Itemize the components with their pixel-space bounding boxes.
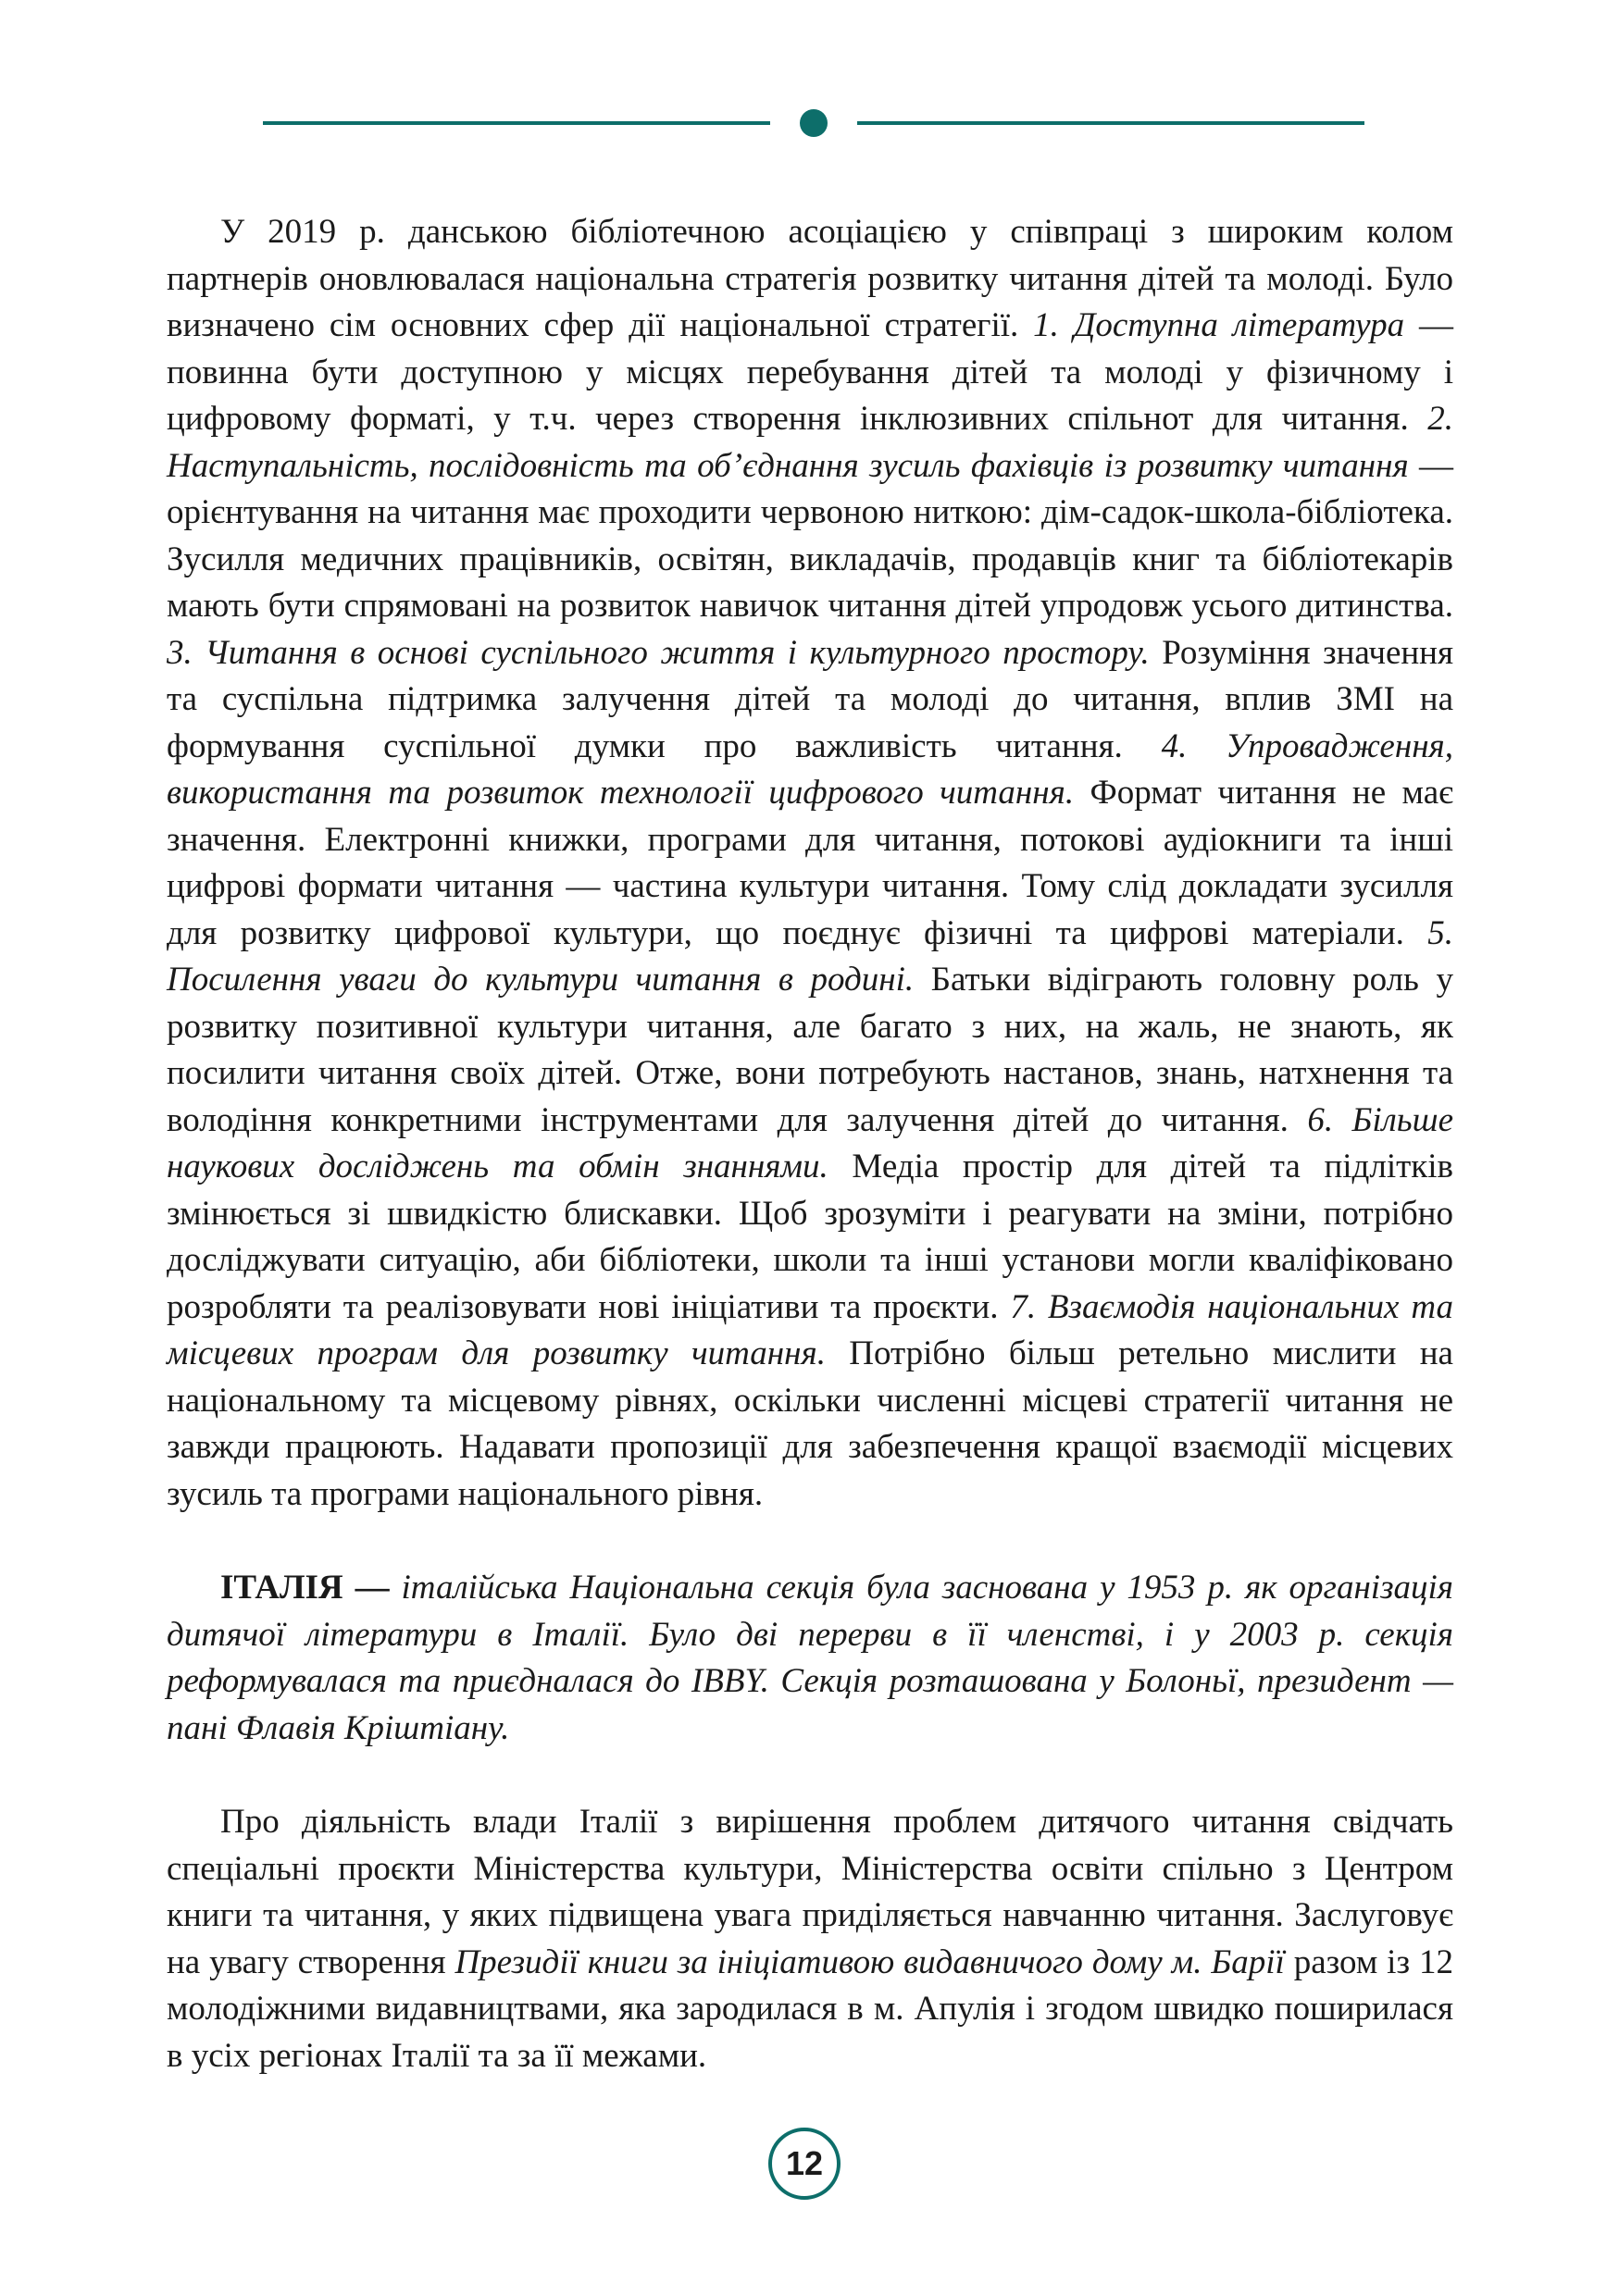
p1-italic-3: 3. Читання в основі суспільного життя і культурного простору. <box>167 633 1150 672</box>
p1-text-2: — повинна бути доступною у місцях перебування дітей та молоді у фізичному і цифровому форматі, у т.ч. через створення інклюзивних спільнот для читання. <box>167 306 1453 438</box>
p1-text-3: — орієнтування на читання має проходити червоною ниткою: дім-садок-школа-бібліотека. Зусилля медичних працівників, освітян, викладачів, продавців книг та бібліотекарів мають бути спрямовані на розвиток навичок читання дітей упродовж усього дитинства. <box>167 446 1454 625</box>
paragraph-italy-activities <box>167 1799 1453 2079</box>
p1-italic-5: 5. Посилення уваги до культури читання в родині. <box>167 913 1453 999</box>
p1-italic-7: 7. Взаємодія національних та місцевих програм для розвитку читання. <box>167 1287 1453 1372</box>
ornament-line-left <box>263 121 770 125</box>
p1-text-1: У 2019 р. данською бібліотечною асоціацією у співпраці з широким колом партнерів оновлювалася національна стратегія розвитку читання дітей та молоді. Було визначено сім основних сфер дії національної стратегії. <box>167 213 1453 344</box>
p3-italic-1: Президії книги за ініціативою видавничого дому м. Барії <box>455 1942 1285 1981</box>
p1-text-5: Формат читання не має значення. Електронні книжки, програми для читання, потокові аудіокниги та інші цифрові формати читання — частина культури читання. Тому слід докладати зусилля для розвитку цифрової культури, що поєднує фізичні та цифрові матеріали. <box>167 774 1453 952</box>
page-number: 12 <box>768 2128 841 2200</box>
p1-text-6: Батьки відіграють головну роль у розвитку позитивної культури читання, але багато з них, на жаль, не знають, як посилити читання своїх дітей. Отже, вони потребують настанов, знань, натхнення та володіння конкретними інструментами для залучення дітей до читання. <box>167 961 1453 1139</box>
paragraph-denmark-strategy <box>167 209 1453 1518</box>
italy-heading: ІТАЛІЯ — <box>220 1569 390 1607</box>
p1-italic-2: 2. Наступальність, послідовність та об’єднання зусиль фахівців із розвитку читання <box>167 400 1453 485</box>
p1-text-8: Потрібно більш ретельно мислити на національному та місцевому рівнях, оскільки численні місцеві стратегії читання не завжди працюють. Надавати пропозиції для забезпечення кращої взаємодії місцевих зусиль та програми національного рівня. <box>167 1334 1453 1513</box>
p1-text-7: Медіа простір для дітей та підлітків змінюється зі швидкістю блискавки. Щоб зрозуміти і реагувати на зміни, потрібно досліджувати ситуацію, аби бібліотеки, школи та інші установи могли кваліфіковано розробляти та реалізовувати нові ініціативи та проєкти. <box>167 1148 1453 1326</box>
p1-italic-6: 6. Більше наукових досліджень та обмін знаннями. <box>167 1100 1453 1185</box>
p1-italic-1: 1. Доступна література <box>1033 306 1405 344</box>
paragraph-italy-section <box>167 1565 1453 1752</box>
header-ornament <box>263 109 1364 137</box>
p1-text-4: Розуміння значення та суспільна підтримка залучення дітей та молоді до читання, вплив ЗМІ на формування суспільної думки про важливість читання. <box>167 633 1453 765</box>
p3-text-1: Про діяльність влади Італії з вирішення проблем дитячого читання свідчать спеціальні проєкти Міністерства культури, Міністерства освіти спільно з Центром книги та читання, у яких підвищена увага приділяється навчанню читання. Заслуговує на увагу створення <box>167 1803 1453 1981</box>
page-body <box>167 209 1453 2079</box>
p3-text-2: разом із 12 молодіжними видавництвами, яка зародилася в м. Апулія і згодом швидко поширилася в усіх регіонах Італії та за її межами. <box>167 1942 1453 2075</box>
ornament-dot <box>800 109 828 137</box>
p1-italic-4: 4. Упровадження, використання та розвиток технології цифрового читання. <box>167 726 1454 812</box>
ornament-line-right <box>857 121 1364 125</box>
italy-section-description: італійська Національна секція була заснована у 1953 р. як організація дитячої літератури в Італії. Було дві перерви в її членстві, і у 2003 р. секція реформувалася та приєдналася до IBBY. Секція розташована у Болоньї, президент — пані Флавія Кріштіану. <box>167 1569 1453 1747</box>
